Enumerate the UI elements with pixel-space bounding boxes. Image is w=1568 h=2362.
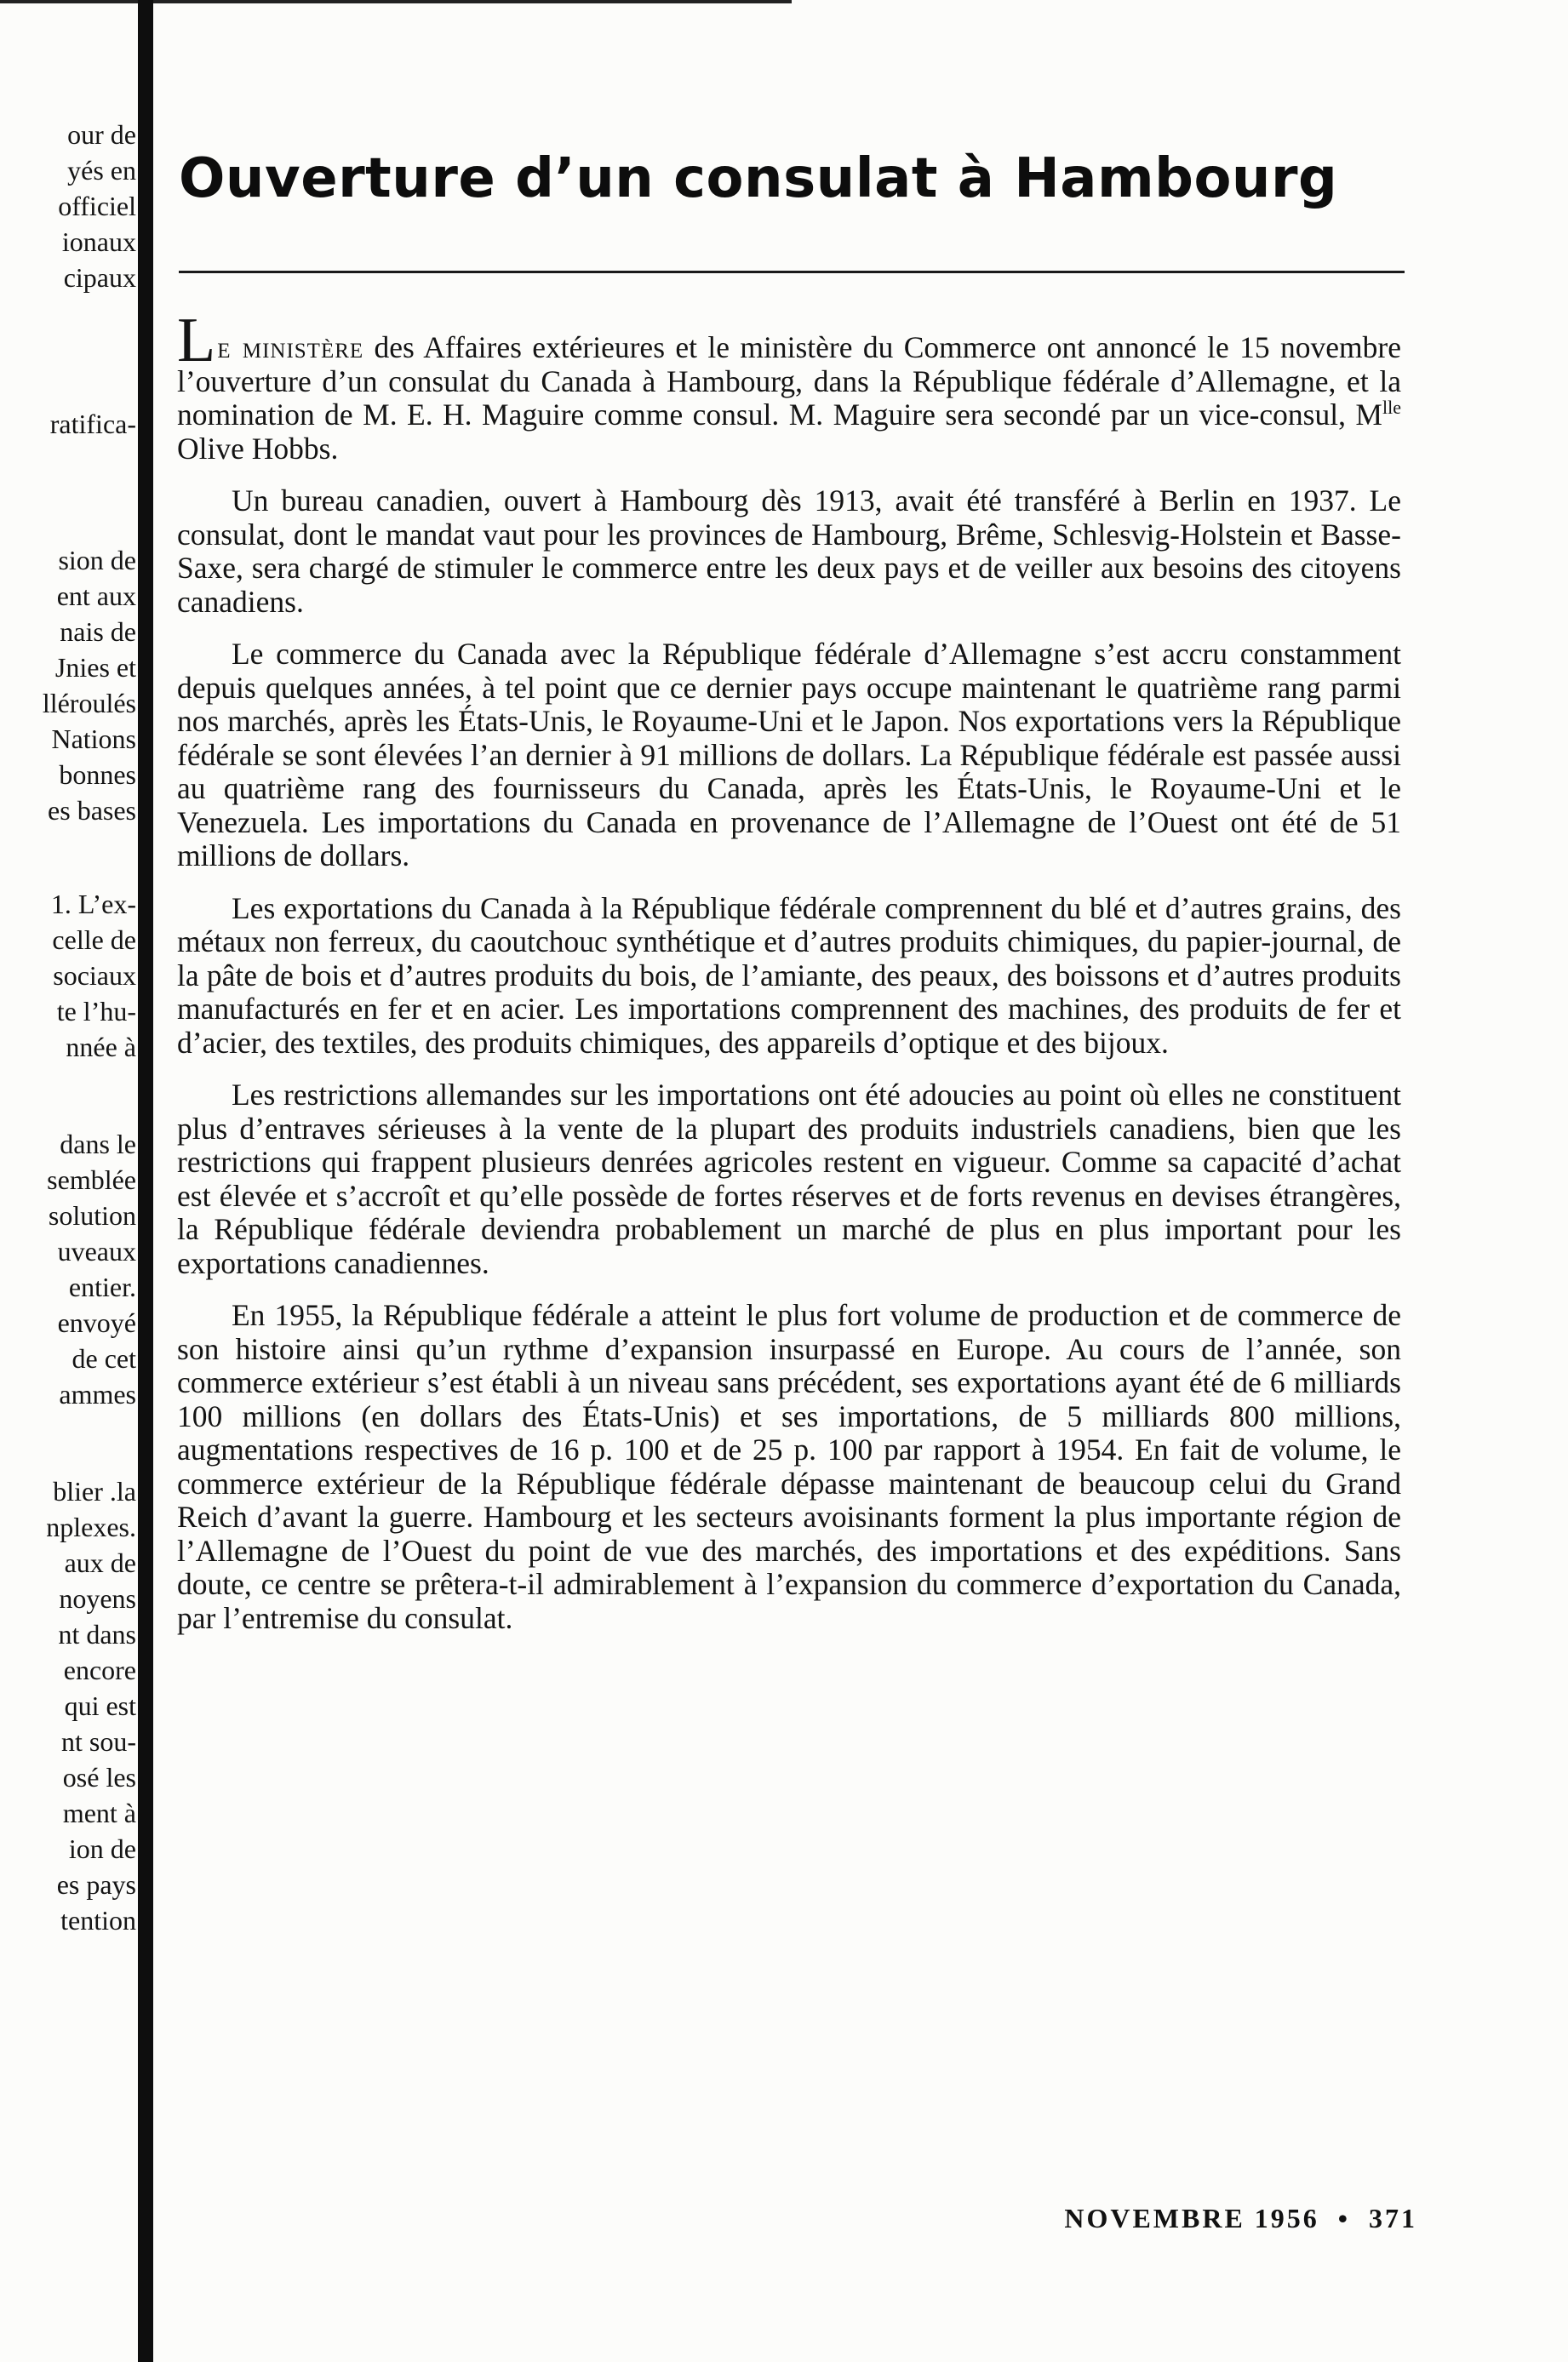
drop-cap: L (177, 306, 216, 375)
margin-fragment: bonnes (59, 759, 136, 790)
margin-fragment: aux de (64, 1547, 136, 1578)
margin-fragment: 1. L’ex- (50, 889, 136, 919)
paragraph: En 1955, la République fédérale a atteint le plus fort volume de production et de commerce de son histoire ainsi qu’un rythme d’expansion insurpassé en Europe. Au cours de l’année, son commerce extérieur s’est établi à un niveau sans précédent, ses exportations ayant été de 6 milliards 100 millions (en dollars des États-Unis) et ses importations, de 5 milliards 800 millions, augmentations respectives de 16 p. 100 et de 25 p. 100 par rapport à 1954. En fait de volume, le commerce extérieur de la République fédérale dépasse maintenant de beaucoup celui du Grand Reich d’avant la guerre. Hambourg et les secteurs avoisinants forment la plus importante région de l’Allemagne de l’Ouest du point de vue des marchés, des importations et des expéditions. Sans doute, ce centre se prêtera-t-il admirablement à l’expansion du commerce d’exportation du Canada, par l’entremise du consulat. (177, 1298, 1401, 1635)
margin-fragment: nais de (60, 616, 136, 647)
margin-fragment: Jnies et (54, 652, 136, 683)
lead-smallcaps: e ministère (217, 330, 364, 364)
margin-fragment: sion de (58, 545, 136, 575)
margin-fragment: lléroulés (42, 688, 136, 718)
binding-gutter (138, 0, 153, 2362)
lead-superscript: lle (1382, 397, 1401, 419)
page-footer (992, 2203, 1417, 2234)
margin-fragment: osé les (62, 1762, 136, 1793)
margin-fragment: es bases (48, 795, 136, 826)
margin-fragment: ratifica- (49, 409, 136, 439)
margin-fragment: nnée à (66, 1032, 136, 1062)
margin-fragment: tention (60, 1905, 136, 1936)
margin-fragment: te l’hu- (56, 996, 136, 1027)
margin-fragment: nt sou- (61, 1726, 136, 1757)
margin-fragment: envoyé (57, 1307, 136, 1338)
margin-fragment: ion de (68, 1833, 136, 1864)
issue-date: NOVEMBRE 1956 (1064, 2203, 1319, 2233)
adjacent-page-margin-text (0, 119, 136, 1958)
margin-fragment: ent aux (56, 580, 136, 611)
margin-fragment: dans le (60, 1129, 136, 1159)
paragraph: Un bureau canadien, ouvert à Hambourg dès 1913, avait été transféré à Berlin en 1937. Le consulat, dont le mandat vaut pour les provinces de Hambourg, Brême, Schlesvig-Holstein et Basse-Saxe, sera chargé de stimuler le commerce entre les deux pays et de veiller aux besoins des citoyens canadiens. (177, 483, 1401, 619)
title-divider (179, 271, 1405, 273)
margin-fragment: encore (63, 1655, 136, 1685)
margin-fragment: entier. (68, 1272, 136, 1302)
margin-fragment: cipaux (63, 262, 136, 293)
lead-text: des Affaires extérieures et le ministère du Commerce ont annoncé le 15 novembre l’ouverture d’un consulat du Canada à Hambourg, dans la République fédérale d’Allemagne, et la nomination de M. E. H. Maguire comme consul. M. Maguire sera secondé par un vice-consul, M (177, 330, 1401, 432)
margin-fragment: qui est (64, 1690, 136, 1721)
top-border-line (0, 0, 792, 3)
margin-fragment: ionaux (61, 226, 136, 257)
margin-fragment: celle de (52, 924, 136, 955)
margin-fragment: sociaux (53, 960, 136, 991)
margin-fragment: solution (48, 1200, 136, 1231)
paragraph: Les exportations du Canada à la République fédérale comprennent du blé et d’autres grains, des métaux non ferreux, du caoutchouc synthétique et d’autres produits chimiques, du papier-journal, de la pâte de bois et d’autres produits du bois, de l’amiante, des peaux, des boissons et d’autres produits manufacturés en fer et en acier. Les importations comprennent des machines, des produits de fer et d’acier, des textiles, des produits chimiques, des appareils d’optique et des bijoux. (177, 890, 1401, 1060)
margin-fragment: nplexes. (46, 1512, 136, 1542)
article-body (177, 306, 1401, 1654)
margin-fragment: nt dans (58, 1619, 136, 1650)
paragraph: Le commerce du Canada avec la République fédérale d’Allemagne s’est accru constamment depuis quelques années, à tel point que ce dernier pays occupe maintenant le quatrième rang parmi nos marchés, après les États-Unis, le Royaume-Uni et le Japon. Nos exportations vers la République fédérale se sont élevées l’an dernier à 91 millions de dollars. La République fédérale est passée aussi au quatrième rang des fournisseurs du Canada, après les États-Unis, le Royaume-Uni et le Venezuela. Les importations du Canada en provenance de l’Allemagne de l’Ouest ont été de 51 millions de dollars. (177, 637, 1401, 872)
margin-fragment: our de (67, 119, 136, 150)
page-number: 371 (1369, 2203, 1417, 2233)
margin-fragment: ment à (62, 1798, 136, 1828)
margin-fragment: blier .la (53, 1476, 136, 1507)
lead-end: Olive Hobbs. (177, 431, 339, 466)
margin-fragment: es pays (56, 1869, 136, 1900)
margin-fragment: de cet (72, 1343, 136, 1374)
lead-paragraph (177, 306, 1401, 466)
article-title: Ouverture d’un consulat à Hambourg (179, 146, 1338, 210)
margin-fragment: yés en (67, 155, 136, 186)
margin-fragment: officiel (58, 191, 136, 221)
paragraph: Les restrictions allemandes sur les importations ont été adoucies au point où elles ne constituent plus d’entraves sérieuses à la vente de la plupart des produits industriels canadiens, bien que les restrictions qui frappent plusieurs denrées agricoles restent en vigueur. Comme sa capacité d’achat est élevée et s’accroît et qu’elle possède de fortes réserves et de forts revenus en devises étrangères, la République fédérale deviendra probablement un marché de plus en plus important pour les exportations canadiennes. (177, 1078, 1401, 1280)
margin-fragment: uveaux (57, 1236, 136, 1267)
margin-fragment: ammes (59, 1379, 136, 1410)
margin-fragment: noyens (59, 1583, 136, 1614)
margin-fragment: Nations (51, 723, 136, 754)
footer-bullet: • (1337, 2203, 1350, 2233)
margin-fragment: semblée (47, 1164, 136, 1195)
